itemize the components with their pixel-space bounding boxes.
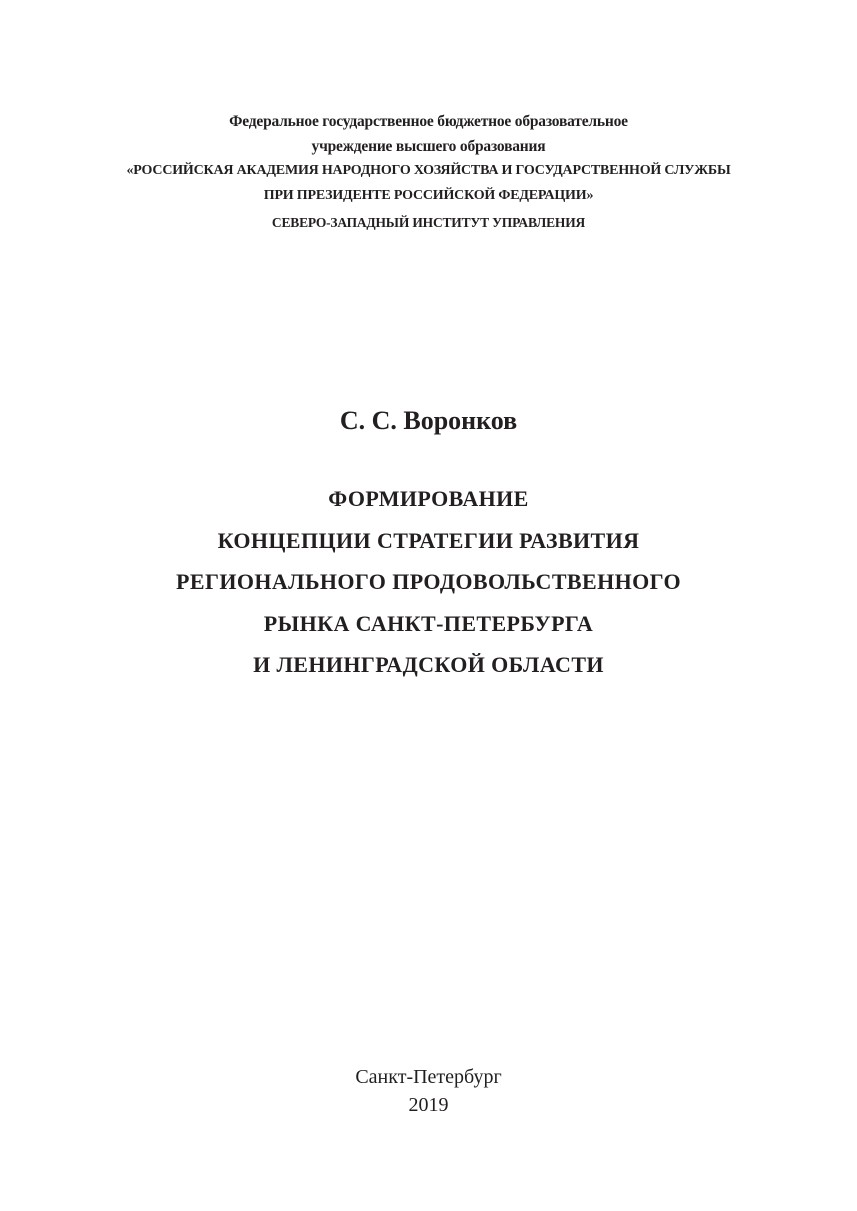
institution-header [0,110,857,236]
institution-line-2: учреждение высшего образования [311,137,546,155]
title-line-3: РЕГИОНАЛЬНОГО ПРОДОВОЛЬСТВЕННОГО [176,569,681,594]
institution-line-4: ПРИ ПРЕЗИДЕНТЕ РОССИЙСКОЙ ФЕДЕРАЦИИ» [263,187,594,203]
institution-line-1: Федеральное государственное бюджетное образовательное [229,113,628,130]
title-line-5: И ЛЕНИНГРАДСКОЙ ОБЛАСТИ [253,652,604,677]
title-line-4: РЫНКА САНКТ-ПЕТЕРБУРГА [263,610,594,636]
imprint [0,1063,857,1119]
title-line-2: КОНЦЕПЦИИ СТРАТЕГИИ РАЗВИТИЯ [217,527,640,553]
institution-division: СЕВЕРО-ЗАПАДНЫЙ ИНСТИТУТ УПРАВЛЕНИЯ [271,215,586,230]
book-title [0,478,857,686]
imprint-year: 2019 [408,1094,449,1116]
title-line-1: ФОРМИРОВАНИЕ [328,486,529,511]
author-name: С. С. Воронков [339,406,518,435]
institution-line-3: «РОССИЙСКАЯ АКАДЕМИЯ НАРОДНОГО ХОЗЯЙСТВА И ГОСУДАРСТВЕННОЙ СЛУЖБЫ [126,163,731,178]
imprint-city: Санкт-Петербург [355,1066,502,1088]
